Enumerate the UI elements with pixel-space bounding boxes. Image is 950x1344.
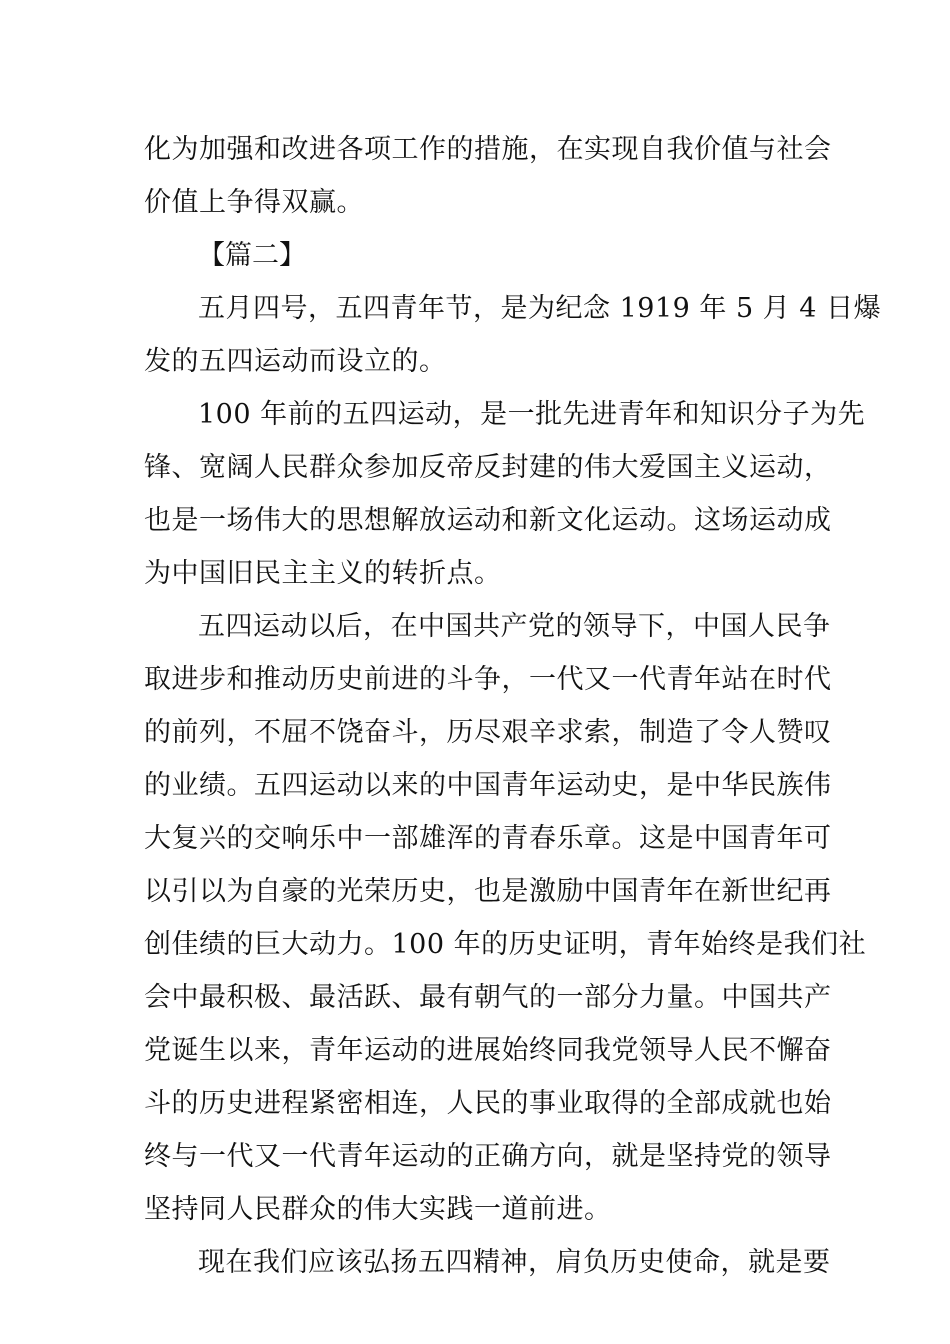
section-heading: 【篇二】	[198, 240, 306, 271]
paragraph-line: 取进步和推动历史前进的斗争，一代又一代青年站在时代	[144, 664, 832, 695]
paragraph-line: 锋、宽阔人民群众参加反帝反封建的伟大爱国主义运动，	[144, 452, 832, 483]
paragraph-line: 斗的历史进程紧密相连，人民的事业取得的全部成就也始	[144, 1088, 832, 1119]
paragraph-line: 的前列，不屈不饶奋斗，历尽艰辛求索，制造了令人赞叹	[144, 717, 832, 748]
paragraph-line: 现在我们应该弘扬五四精神，肩负历史使命，就是要	[198, 1247, 831, 1278]
paragraph-line: 也是一场伟大的思想解放运动和新文化运动。这场运动成	[144, 505, 832, 536]
paragraph-line: 为中国旧民主主义的转折点。	[144, 558, 502, 589]
paragraph-line: 五月四号，五四青年节，是为纪念 1919 年 5 月 4 日爆	[198, 293, 882, 324]
paragraph-line: 会中最积极、最活跃、最有朝气的一部分力量。中国共产	[144, 982, 832, 1013]
paragraph-line: 创佳绩的巨大动力。100 年的历史证明，青年始终是我们社	[144, 929, 867, 960]
paragraph-line: 终与一代又一代青年运动的正确方向，就是坚持党的领导	[144, 1141, 832, 1172]
paragraph-line: 大复兴的交响乐中一部雄浑的青春乐章。这是中国青年可	[144, 823, 832, 854]
paragraph-line: 价值上争得双赢。	[144, 187, 364, 218]
paragraph-line: 发的五四运动而设立的。	[144, 346, 447, 377]
paragraph-line: 化为加强和改进各项工作的措施，在实现自我价值与社会	[144, 134, 832, 165]
paragraph-line: 坚持同人民群众的伟大实践一道前进。	[144, 1194, 612, 1225]
paragraph-line: 100 年前的五四运动，是一批先进青年和知识分子为先	[198, 399, 866, 430]
paragraph-line: 以引以为自豪的光荣历史，也是激励中国青年在新世纪再	[144, 876, 832, 907]
paragraph-line: 党诞生以来，青年运动的进展始终同我党领导人民不懈奋	[144, 1035, 832, 1066]
paragraph-line: 的业绩。五四运动以来的中国青年运动史，是中华民族伟	[144, 770, 832, 801]
paragraph-line: 五四运动以后，在中国共产党的领导下，中国人民争	[198, 611, 831, 642]
